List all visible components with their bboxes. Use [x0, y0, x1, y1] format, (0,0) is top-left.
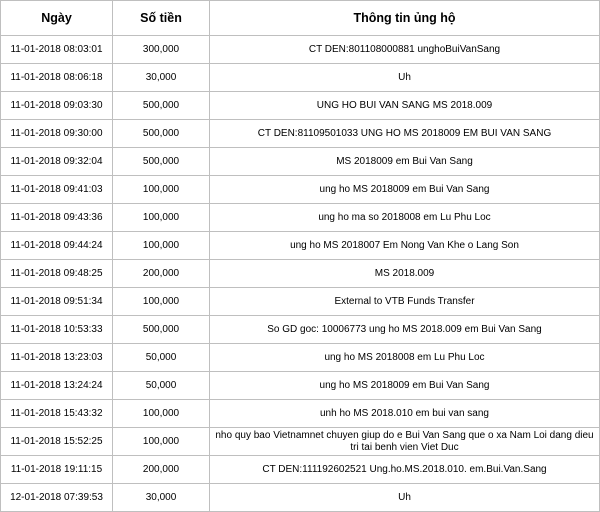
row-date: 11-01-2018 09:41:03 [1, 176, 113, 204]
table-row [1, 64, 600, 92]
row-date: 11-01-2018 10:53:33 [1, 316, 113, 344]
row-amount: 30,000 [113, 484, 210, 512]
row-info: nho quy bao Vietnamnet chuyen giup do e Bui Van Sang que o xa Nam Loi dang dieu tri tai benh vien Viet Duc [210, 428, 600, 456]
row-date: 11-01-2018 09:51:34 [1, 288, 113, 316]
row-date: 11-01-2018 09:32:04 [1, 148, 113, 176]
row-info: CT DEN:81109501033 UNG HO MS 2018009 EM BUI VAN SANG [210, 120, 600, 148]
row-date: 12-01-2018 07:39:53 [1, 484, 113, 512]
table-row [1, 260, 600, 288]
row-amount: 500,000 [113, 120, 210, 148]
row-info: UNG HO BUI VAN SANG MS 2018.009 [210, 92, 600, 120]
row-date: 11-01-2018 13:23:03 [1, 344, 113, 372]
row-date: 11-01-2018 09:03:30 [1, 92, 113, 120]
row-amount: 100,000 [113, 400, 210, 428]
row-info: CT DEN:801108000881 unghoBuiVanSang [210, 36, 600, 64]
row-amount: 500,000 [113, 148, 210, 176]
row-amount: 500,000 [113, 316, 210, 344]
table-row [1, 484, 600, 512]
header-row [1, 1, 600, 36]
header-amount: Số tiền [113, 1, 210, 36]
row-date: 11-01-2018 09:48:25 [1, 260, 113, 288]
row-info: Uh [210, 64, 600, 92]
row-info: unh ho MS 2018.010 em bui van sang [210, 400, 600, 428]
table-row [1, 288, 600, 316]
row-info: CT DEN:111192602521 Ung.ho.MS.2018.010. em.Bui.Van.Sang [210, 456, 600, 484]
row-info: So GD goc: 10006773 ung ho MS 2018.009 em Bui Van Sang [210, 316, 600, 344]
table-row [1, 344, 600, 372]
table-row [1, 148, 600, 176]
row-date: 11-01-2018 19:11:15 [1, 456, 113, 484]
row-date: 11-01-2018 15:43:32 [1, 400, 113, 428]
table-row [1, 316, 600, 344]
table-row [1, 372, 600, 400]
row-info: ung ho MS 2018007 Em Nong Van Khe o Lang Son [210, 232, 600, 260]
row-amount: 100,000 [113, 288, 210, 316]
row-info: ung ho ma so 2018008 em Lu Phu Loc [210, 204, 600, 232]
row-amount: 500,000 [113, 92, 210, 120]
table-row [1, 36, 600, 64]
row-date: 11-01-2018 09:44:24 [1, 232, 113, 260]
row-info: MS 2018009 em Bui Van Sang [210, 148, 600, 176]
row-info: MS 2018.009 [210, 260, 600, 288]
row-amount: 200,000 [113, 456, 210, 484]
row-date: 11-01-2018 15:52:25 [1, 428, 113, 456]
row-info: ung ho MS 2018009 em Bui Van Sang [210, 372, 600, 400]
table-row [1, 456, 600, 484]
header-date: Ngày [1, 1, 113, 36]
row-amount: 30,000 [113, 64, 210, 92]
row-info: External to VTB Funds Transfer [210, 288, 600, 316]
row-date: 11-01-2018 13:24:24 [1, 372, 113, 400]
table-row [1, 428, 600, 456]
header-info: Thông tin ủng hộ [210, 1, 600, 36]
row-date: 11-01-2018 09:30:00 [1, 120, 113, 148]
row-amount: 100,000 [113, 232, 210, 260]
row-amount: 100,000 [113, 204, 210, 232]
table-row [1, 232, 600, 260]
table-row [1, 176, 600, 204]
row-date: 11-01-2018 09:43:36 [1, 204, 113, 232]
row-amount: 100,000 [113, 176, 210, 204]
row-date: 11-01-2018 08:06:18 [1, 64, 113, 92]
table-row [1, 204, 600, 232]
row-amount: 50,000 [113, 372, 210, 400]
table-row [1, 120, 600, 148]
row-amount: 300,000 [113, 36, 210, 64]
row-amount: 50,000 [113, 344, 210, 372]
row-amount: 200,000 [113, 260, 210, 288]
table-body [1, 36, 600, 512]
table-row [1, 400, 600, 428]
row-amount: 100,000 [113, 428, 210, 456]
row-info: Uh [210, 484, 600, 512]
row-info: ung ho MS 2018009 em Bui Van Sang [210, 176, 600, 204]
table-row [1, 92, 600, 120]
row-date: 11-01-2018 08:03:01 [1, 36, 113, 64]
row-info: ung ho MS 2018008 em Lu Phu Loc [210, 344, 600, 372]
